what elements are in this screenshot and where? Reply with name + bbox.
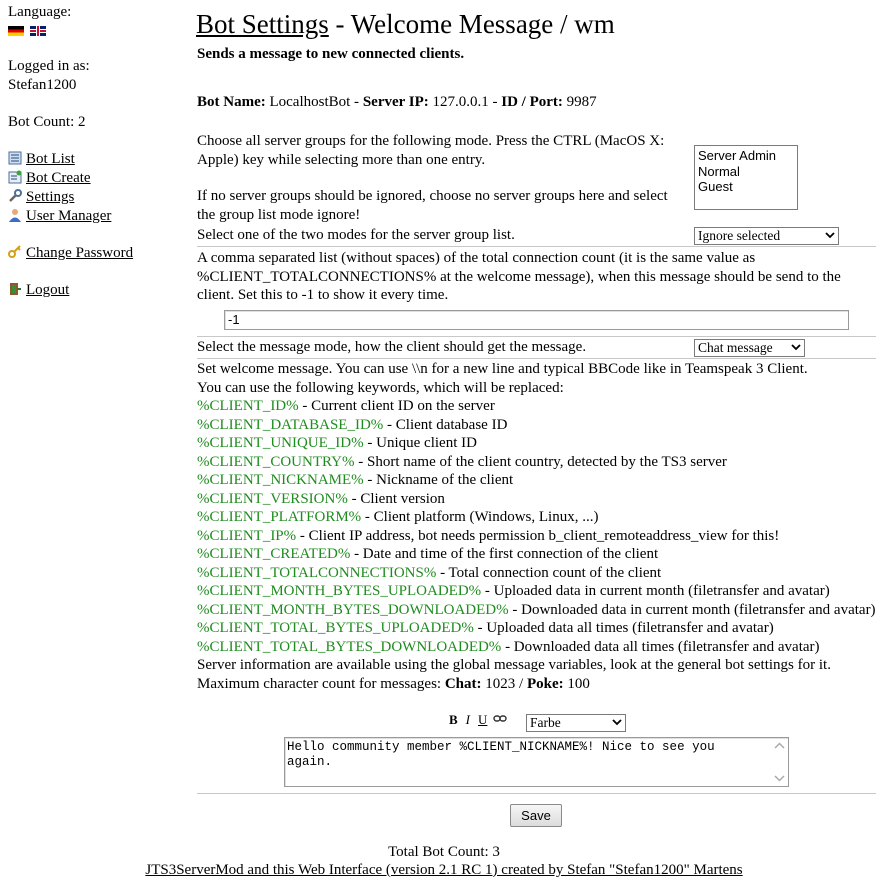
server-group-option[interactable]: Server Admin: [698, 148, 777, 163]
message-mode-desc: Select the message mode, how the client should get the message.: [197, 339, 587, 355]
scroll-down-icon[interactable]: [774, 773, 785, 783]
keyword-desc: - Unique client ID: [363, 435, 477, 451]
keyword-name: %CLIENT_IP%: [197, 527, 297, 544]
bot-settings-link[interactable]: Bot Settings: [196, 9, 329, 39]
keyword-desc: - Downloaded data all times (filetransfer and avatar): [501, 638, 820, 655]
server-ip-label: Server IP:: [362, 94, 429, 110]
chevron-down-icon: [790, 341, 802, 353]
keyword-list: [197, 397, 877, 656]
english-flag-icon[interactable]: [30, 26, 46, 36]
nav-logout[interactable]: [8, 281, 69, 300]
divider: [197, 358, 876, 359]
nav-user-manager-label: User Manager: [26, 208, 112, 224]
scroll-up-icon[interactable]: [774, 741, 785, 751]
keyword-desc: - Uploaded data in current month (filetransfer and avatar): [481, 583, 830, 599]
welcome-keywords-intro: You can use the following keywords, which will be replaced:: [197, 379, 564, 396]
keyword-item: [197, 490, 877, 509]
id-port-value: 9987: [562, 94, 597, 110]
keyword-name: %CLIENT_TOTALCONNECTIONS%: [197, 564, 437, 581]
nav-settings-label: Settings: [26, 189, 75, 205]
keyword-desc: - Nickname of the client: [363, 472, 514, 488]
keyword-item: [197, 582, 877, 601]
keyword-desc: - Short name of the client country, detected by the TS3 server: [354, 453, 727, 470]
bbcode-toolbar: [449, 712, 507, 728]
keyword-name: %CLIENT_TOTAL_BYTES_UPLOADED%: [197, 620, 474, 636]
keyword-name: %CLIENT_MONTH_BYTES_UPLOADED%: [197, 583, 482, 599]
group-mode-select[interactable]: [694, 227, 839, 245]
keyword-item: [197, 601, 877, 620]
keyword-name: %CLIENT_PLATFORM%: [197, 509, 362, 525]
german-flag-icon[interactable]: [8, 26, 24, 36]
welcome-message-textarea[interactable]: [284, 737, 789, 787]
keyword-item: [197, 416, 877, 435]
nav-change-password[interactable]: [8, 244, 133, 263]
logout-icon: [8, 282, 22, 296]
keyword-name: %CLIENT_TOTAL_BYTES_DOWNLOADED%: [197, 638, 502, 655]
server-group-option[interactable]: Normal: [698, 163, 740, 179]
connection-count-desc: A comma separated list (without spaces) of the total connection count (it is the same value as %CLIENT_TOTALCONNECTIONS% at the welcome message), when this message should be send to the client. Set this to -1 to show it every time.: [197, 250, 841, 303]
nav-bot-create-label: Bot Create: [26, 170, 91, 186]
server-group-option[interactable]: Guest: [698, 179, 733, 194]
nav-bot-create[interactable]: [8, 169, 111, 188]
total-bot-count: Total Bot Count: 3: [388, 844, 500, 860]
keyword-desc: - Downloaded data in current month (filetransfer and avatar): [508, 601, 876, 618]
divider: [197, 336, 876, 337]
welcome-intro: Set welcome message. You can use \\n for a new line and typical BBCode like in Teamspeak 3 Client.: [197, 361, 808, 377]
page-title-rest: - Welcome Message / wm: [328, 9, 615, 39]
keyword-item: [197, 564, 877, 583]
save-button[interactable]: Save: [510, 804, 562, 827]
keyword-item: [197, 619, 877, 638]
language-label: Language:: [8, 4, 72, 20]
bot-name-label: Bot Name:: [197, 94, 266, 110]
page-title: [196, 9, 615, 40]
max-char-label: Maximum character count for messages:: [197, 675, 445, 692]
keyword-name: %CLIENT_MONTH_BYTES_DOWNLOADED%: [197, 601, 509, 618]
language-flags: [8, 21, 52, 40]
group-mode-desc: Select one of the two modes for the server group list.: [197, 227, 515, 243]
key-icon: [8, 245, 22, 259]
max-char-count: [197, 675, 877, 694]
footer-credit: [0, 862, 888, 879]
page-subtitle: Sends a message to new connected clients.: [197, 46, 465, 62]
keyword-desc: - Client IP address, bot needs permission b_client_remoteaddress_view for this!: [296, 527, 780, 544]
server-info-note: Server information are available using the global message variables, look at the general bot settings for it.: [197, 657, 831, 673]
link-icon[interactable]: [493, 714, 507, 724]
message-mode-select[interactable]: [694, 339, 805, 357]
chevron-down-icon: [824, 229, 836, 241]
username: Stefan1200: [8, 77, 77, 93]
keyword-item: [197, 434, 877, 453]
bot-name-value: LocalhostBot -: [265, 94, 363, 110]
nav-bot-list-label: Bot List: [26, 151, 75, 167]
divider: [197, 793, 876, 794]
connection-count-input[interactable]: -1: [224, 310, 849, 330]
color-select[interactable]: [526, 714, 626, 732]
bot-count: Bot Count: 2: [8, 114, 86, 130]
keyword-item: [197, 527, 877, 546]
keyword-desc: - Client version: [347, 490, 445, 507]
color-select-value: Farbe: [530, 715, 561, 730]
server-groups-desc: Choose all server groups for the following mode. Press the CTRL (MacOS X: Apple) key while selecting more than one entry.: [197, 133, 665, 168]
group-mode-value: Ignore selected: [698, 228, 781, 243]
list-icon: [8, 151, 22, 165]
keyword-item: [197, 397, 877, 416]
keyword-name: %CLIENT_VERSION%: [197, 490, 348, 507]
logout-label: Logout: [26, 282, 70, 298]
chevron-down-icon: [611, 716, 623, 728]
bold-button[interactable]: B: [449, 712, 458, 727]
keyword-item: [197, 471, 877, 490]
underline-button[interactable]: U: [478, 712, 488, 727]
server-ip-value: 127.0.0.1 -: [428, 94, 502, 110]
divider: [197, 246, 876, 247]
chat-value: 1023 /: [481, 675, 527, 692]
keyword-name: %CLIENT_NICKNAME%: [197, 472, 364, 488]
keyword-item: [197, 453, 877, 472]
bot-info: [197, 94, 597, 111]
keyword-name: %CLIENT_DATABASE_ID%: [197, 416, 384, 433]
welcome-message-text: Hello community member %CLIENT_NICKNAME%! Nice to see you again.: [287, 740, 715, 769]
id-port-label: ID / Port:: [501, 94, 563, 110]
poke-value: 100: [563, 675, 590, 692]
message-mode-value: Chat message: [698, 340, 773, 355]
change-password-label: Change Password: [26, 245, 134, 261]
italic-button[interactable]: I: [465, 712, 471, 727]
logged-in-label: Logged in as:: [8, 58, 90, 74]
keyword-desc: - Client database ID: [383, 416, 508, 433]
keyword-name: %CLIENT_ID%: [197, 398, 299, 414]
keyword-desc: - Uploaded data all times (filetransfer and avatar): [473, 620, 774, 636]
keyword-desc: - Total connection count of the client: [436, 564, 662, 581]
keyword-desc: - Date and time of the first connection of the client: [350, 546, 659, 562]
keyword-item: [197, 638, 877, 657]
keyword-item: [197, 508, 877, 527]
nav-settings[interactable]: [8, 188, 111, 207]
welcome-help: [197, 360, 877, 693]
poke-label: Poke:: [526, 675, 564, 692]
nav-bot-list[interactable]: [8, 150, 111, 169]
keyword-name: %CLIENT_UNIQUE_ID%: [197, 435, 364, 451]
keyword-desc: - Client platform (Windows, Linux, ...): [361, 509, 599, 525]
server-groups-ignore-desc: If no server groups should be ignored, choose no server groups here and select the group list mode ignore!: [197, 188, 668, 223]
user-icon: [8, 208, 22, 222]
chat-label: Chat:: [444, 675, 482, 692]
create-icon: [8, 170, 22, 184]
keyword-desc: - Current client ID on the server: [298, 398, 495, 414]
keyword-name: %CLIENT_COUNTRY%: [197, 453, 355, 470]
keyword-name: %CLIENT_CREATED%: [197, 546, 351, 562]
server-groups-listbox[interactable]: [694, 145, 798, 210]
wrench-icon: [8, 189, 22, 203]
nav-user-manager[interactable]: [8, 207, 111, 226]
nav-list: [8, 150, 111, 226]
credit-link[interactable]: JTS3ServerMod and this Web Interface (version 2.1 RC 1) created by Stefan "Stefan1200" Martens: [145, 862, 743, 878]
keyword-item: [197, 545, 877, 564]
